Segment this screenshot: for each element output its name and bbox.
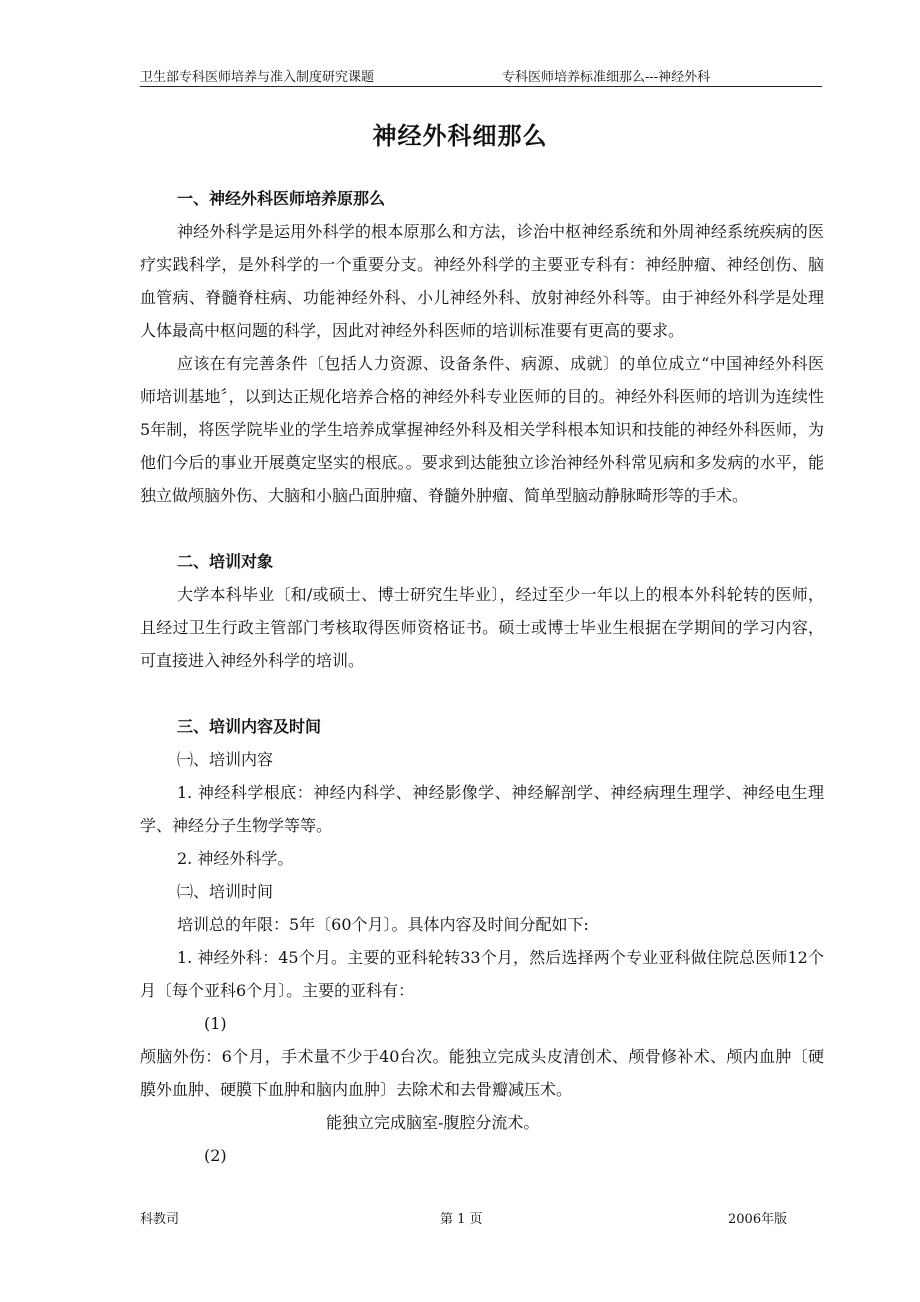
craniocerebral-trauma-text: 颅脑外伤：6个月，手术量不少于40台次。能独立完成头皮清创术、颅骨修补术、颅内血肿〔硬膜外血肿、硬膜下血肿和脑内血肿〕去除术和去骨瓣减压术。 [140, 1047, 824, 1099]
header-right-text: 专科医师培养标准细那么---神经外科 [502, 70, 711, 85]
subitem-number-1: (1) [204, 1014, 227, 1033]
page-footer [140, 1208, 822, 1228]
training-duration-text: 培训总的年限：5年〔60个月〕。具体内容及时间分配如下: [177, 915, 589, 934]
shunt-surgery-text: 能独立完成脑室-腹腔分流术。 [326, 1113, 540, 1132]
section-2-paragraph: 大学本科毕业〔和/或硕士、博士研究生毕业〕，经过至少一年以上的根本外科轮转的医师，且经过卫生行政主管部门考核取得医师资格证书。硕士或博士毕业生根据在学期间的学习内容，可直接进入神经外科学的培训。 [140, 585, 824, 670]
training-time-subheading: ㈡、培训时间 [177, 882, 274, 901]
section-2-heading: 二、培训对象 [177, 552, 274, 571]
list-item-neurosurgery-rotation: 1. 神经外科：45个月。主要的亚科轮转33个月，然后选择两个专业亚科做住院总医师12个月〔每个亚科6个月〕。主要的亚科有： [140, 948, 824, 1000]
section-1-paragraph-2: 应该在有完善条件〔包括人力资源、设备条件、病源、成就〕的单位成立“中国神经外科医师培训基地〞，以到达正规化培养合格的神经外科专业医师的目的。神经外科医师的培训为连续性5年制，将医学院毕业的学生培养成掌握神经外科及相关学科根本知识和技能的神经外科医师，为他们今后的事业开展奠定坚实的根底。。要求到达能独立诊治神经外科常见病和多发病的水平，能独立做颅脑外伤、大脑和小脑凸面肿瘤、脊髓外肿瘤、简单型脑动静脉畸形等的手术。 [140, 354, 824, 505]
subitem-number-2: (2) [204, 1146, 227, 1165]
document-body [140, 182, 824, 1172]
footer-department: 科教司 [140, 1212, 180, 1227]
header-left-text: 卫生部专科医师培养与准入制度研究课题 [140, 70, 375, 85]
page-header [140, 64, 822, 87]
list-item-neurosurgery: 2. 神经外科学。 [177, 849, 294, 868]
training-content-subheading: ㈠、培训内容 [177, 750, 274, 769]
section-1-heading: 一、神经外科医师培养原那么 [177, 189, 386, 208]
section-3-heading: 三、培训内容及时间 [177, 717, 322, 736]
list-item-neuroscience: 1. 神经科学根底：神经内科学、神经影像学、神经解剖学、神经病理生理学、神经电生理学、神经分子生物学等等。 [140, 783, 824, 835]
footer-edition: 2006年版 [728, 1212, 788, 1227]
section-1-paragraph-1: 神经外科学是运用外科学的根本原那么和方法，诊治中枢神经系统和外周神经系统疾病的医疗实践科学，是外科学的一个重要分支。神经外科学的主要亚专科有：神经肿瘤、神经创伤、脑血管病、脊髓脊柱病、功能神经外科、小儿神经外科、放射神经外科等。由于神经外科学是处理人体最高中枢问题的科学，因此对神经外科医师的培训标准要有更高的要求。 [140, 222, 824, 340]
document-title: 神经外科细那么 [372, 122, 548, 150]
footer-page-number: 第 1 页 [440, 1212, 483, 1227]
